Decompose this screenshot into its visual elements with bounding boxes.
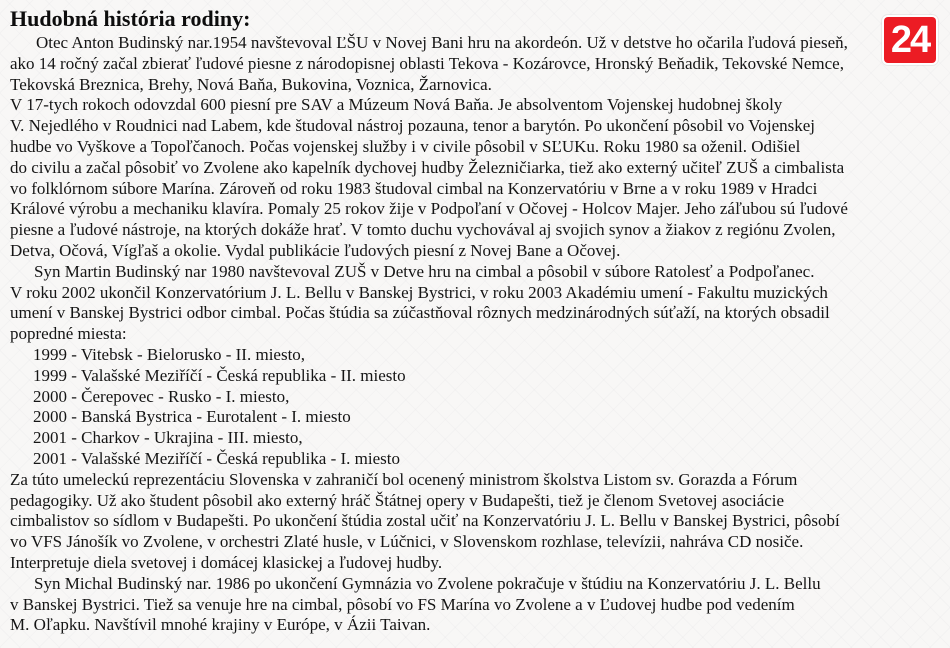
text-line: Za túto umeleckú reprezentáciu Slovenska v zahraničí bol ocenený ministrom školstva Listom sv. Gorazda a Fórum: [10, 469, 798, 489]
text-line: Otec Anton Budinský nar.1954 navštevoval ĽŠU v Novej Bani hru na akordeón. Už v detstve ho očarila ľudová pieseň,: [36, 33, 848, 52]
text-line: Interpretuje diela svetovej i domácej klasickej a ľudovej hudby.: [10, 552, 443, 572]
text-line: Syn Michal Budinský nar. 1986 po ukončení Gymnázia vo Zvolene pokračuje v štúdiu na Konzervatóriu J. L. Bellu: [34, 573, 821, 593]
competition-list-item: 2000 - Čerepovec - Rusko - I. miesto,: [33, 386, 290, 406]
text-line: v Banskej Bystrici. Tiež sa venuje hre na cimbal, pôsobí vo FS Marína vo Zvolene a v Ľudovej hudbe pod vedením: [10, 594, 795, 614]
text-line: vo VFS Jánošík vo Zvolene, v orchestri Zlaté husle, v Lúčnici, v Slovenskom rozhlase, televízii, nahráva CD nosiče.: [10, 532, 804, 552]
competition-list-item: 2001 - Charkov - Ukrajina - III. miesto,: [33, 428, 303, 448]
text-line: cimbalistov so sídlom v Budapešti. Po ukončení štúdia zostal učiť na Konzervatóriu J. L. Bellu v Banskej Bystrici, pôsobí: [10, 511, 840, 531]
text-line: vo folklórnom súbore Marína. Zároveň od roku 1983 študoval cimbal na Konzervatóriu v Brne a v roku 1989 v Hradci: [10, 178, 818, 198]
text-line: hudbe vo Vyškove a Topoľčanoch. Počas vojenskej služby i v civile pôsobil v SĽUKu. Roku 1980 sa oženil. Odišiel: [10, 136, 801, 156]
text-line: piesne a ľudové nástroje, na ktorých dokáže hrať. V tomto duchu vychovával aj svojich synov a žiakov z regiónu Zvolen,: [10, 220, 836, 240]
text-line: V 17-tych rokoch odovzdal 600 piesní pre SAV a Múzeum Nová Baňa. Je absolventom Vojenskej hudobnej školy: [10, 95, 783, 115]
text-line: V roku 2002 ukončil Konzervatórium J. L. Bellu v Banskej Bystrici, v roku 2003 Akadémiu umení - Fakultu muzických: [10, 282, 828, 302]
text-line: ako 14 ročný začal zbierať ľudové piesne z národopisnej oblasti Tekova - Kozárovce, Hronský Beňadik, Tekovské Nemce,: [10, 53, 844, 73]
logo-24-icon[interactable]: [884, 17, 936, 63]
logo-text: 24: [890, 19, 930, 61]
text-line: Králové výrobu a mechaniku klavíra. Pomaly 25 rokov žije v Podpoľaní v Očovej - Holcov Majer. Jeho záľubou sú ľudové: [10, 199, 848, 219]
competition-list-item: 1999 - Vitebsk - Bielorusko - II. miesto,: [33, 344, 306, 364]
text-line: V. Nejedlého v Roudnici nad Labem, kde študoval nástroj pozauna, tenor a barytón. Po ukončení pôsobil vo Vojenskej: [10, 116, 815, 136]
text-line: popredné miesta:: [10, 324, 127, 344]
text-line: Syn Martin Budinský nar 1980 navštevoval ZUŠ v Detve hru na cimbal a pôsobil v súbore Ratolesť a Podpoľanec.: [34, 261, 815, 281]
text-line: Detva, Očová, Vígľaš a okolie. Vydal publikácie ľudových piesní z Novej Bane a Očovej.: [10, 240, 621, 260]
text-line: do civilu a začal pôsobiť vo Zvolene ako kapelník dychovej hudby Železničiarka, tiež ako externý učiteľ ZUŠ a cimbalista: [10, 157, 845, 177]
competition-list-item: 2001 - Valašské Meziříčí - Česká republika - I. miesto: [33, 448, 400, 468]
document-title: Hudobná história rodiny:: [10, 6, 251, 31]
competition-list-item: 2000 - Banská Bystrica - Eurotalent - I. miesto: [33, 407, 351, 427]
competition-list-item: 1999 - Valašské Meziříčí - Česká republika - II. miesto: [33, 365, 406, 385]
text-line: pedagogiky. Už ako študent pôsobil ako externý hráč Štátnej opery v Budapešti, tiež je členom Svetovej asociácie: [10, 490, 785, 510]
text-line: umení v Banskej Bystrici odbor cimbal. Počas štúdia sa zúčastňoval rôznych medzinárodných súťaží, na ktorých obsadil: [10, 303, 830, 323]
text-line: Tekovská Breznica, Brehy, Nová Baňa, Bukovina, Voznica, Žarnovica.: [10, 74, 492, 94]
text-line: M. Oľapku. Navštívil mnohé krajiny v Európe, v Ázii Taivan.: [10, 615, 431, 635]
